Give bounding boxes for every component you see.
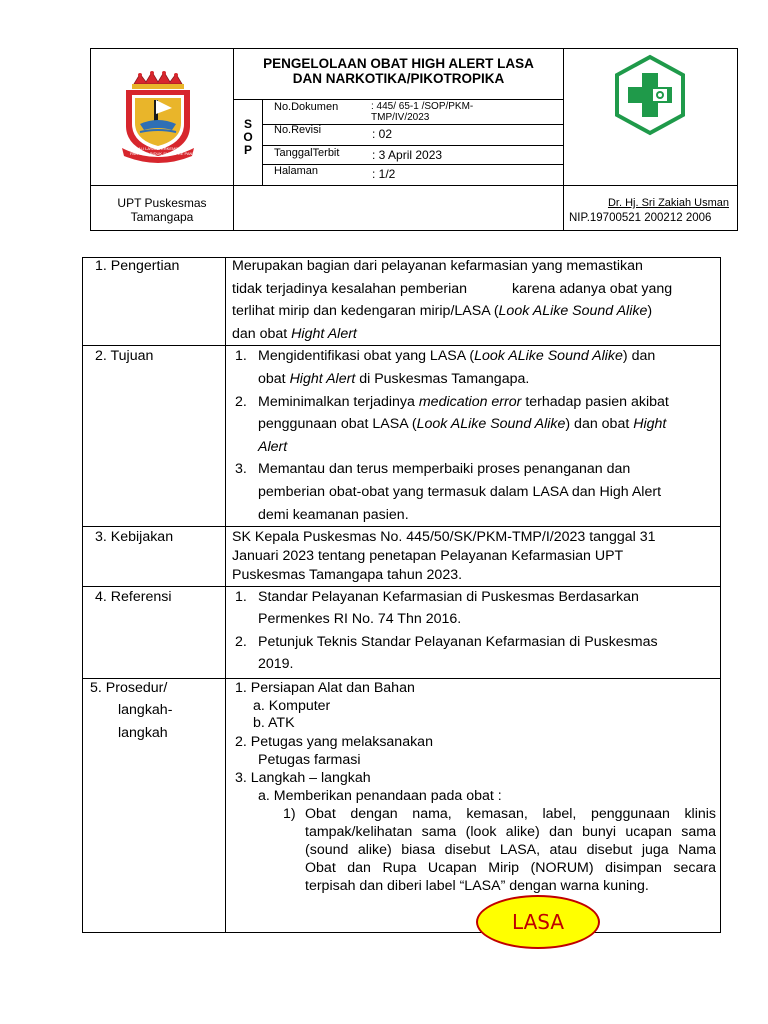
puskesmas-icon [615, 55, 685, 135]
prosedur-point-1-line-1: Obat dengan nama, kemasan, label, penggunaan klinis [305, 806, 716, 822]
meta-value-halaman: : 1/2 [372, 167, 396, 181]
meta-value-tanggal-terbit: : 3 April 2023 [372, 148, 443, 162]
pengertian-line-3b: Look ALike Sound Alike [498, 303, 648, 319]
tujuan-num-3: 3. [235, 461, 247, 477]
signer-name: Dr. Hj. Sri Zakiah Usman [607, 197, 729, 209]
seal-ribbon-text [130, 146, 199, 156]
prosedur-point-1-line-4: Obat dan Rupa Ucapan Mirip (NORUM) disimpan secara [305, 860, 716, 876]
title-line-1: PENGELOLAAN OBAT HIGH ALERT LASA [263, 56, 534, 71]
prosedur-step-1: 1. Persiapan Alat dan Bahan [235, 680, 415, 696]
prosedur-heading-line-2: langkah- [118, 702, 173, 718]
t2l2a: penggunaan obat LASA ( [258, 416, 417, 432]
pengertian-line-4 [232, 326, 357, 342]
ribbon-line-2: PANTANG BIDUK SURUT KE PANTAI [130, 151, 199, 156]
meta-value-no-revisi: : 02 [372, 127, 393, 141]
ribbon-line-1: SEKALI LAYAR TERKEMBANG [130, 146, 187, 151]
heading-referensi: 4. Referensi [95, 589, 172, 605]
title-line-2: DAN NARKOTIKA/PIKOTROPIKA [292, 71, 505, 86]
referensi-item-1-line-1: Standar Pelayanan Kefarmasian di Puskesmas Berdasarkan [258, 589, 639, 605]
t2l1b: medication error [418, 394, 522, 410]
unit-line-1: UPT Puskesmas [117, 196, 207, 210]
t2l1a: Meminimalkan terjadinya [258, 394, 419, 410]
prosedur-step-3a: a. Memberikan penandaan pada obat : [258, 788, 502, 804]
tujuan-item-2-line-3: Alert [258, 439, 288, 455]
unit-name [91, 196, 233, 224]
t2l2d: Hight [633, 416, 667, 432]
pengertian-line-2a: tidak terjadinya kesalahan pemberian [232, 281, 468, 297]
t1l2b: Hight Alert [289, 371, 356, 387]
prosedur-point-1-num: 1) [283, 806, 296, 822]
referensi-num-2: 2. [235, 634, 247, 650]
meta-value-no-dokumen-l2: TMP/IV/2023 [371, 112, 430, 123]
t1l2c: di Puskesmas Tamangapa. [355, 371, 530, 387]
kebijakan-line-2: Januari 2023 tentang penetapan Pelayanan Kefarmasian UPT [232, 548, 624, 564]
puskesmas-logo [615, 55, 685, 135]
kebijakan-line-1: SK Kepala Puskesmas No. 445/50/SK/PKM-TMP/I/2023 tanggal 31 [232, 529, 656, 545]
pengertian-line-1: Merupakan bagian dari pelayanan kefarmasian yang memastikan [232, 258, 643, 274]
pengertian-line-4a: dan obat [232, 326, 292, 342]
tujuan-item-1-line-2 [258, 371, 529, 387]
heading-pengertian: 1. Pengertian [95, 258, 180, 274]
tujuan-item-3-line-1: Memantau dan terus memperbaiki proses penanganan dan [258, 461, 631, 477]
sop-letter-s: S [243, 117, 252, 131]
t1l2a: obat [258, 371, 290, 387]
t1l1b: Look ALike Sound Alike [474, 348, 623, 364]
prosedur-step-1b: b. ATK [253, 715, 295, 731]
meta-value-no-dokumen-l1: : 445/ 65-1 /SOP/PKM- [371, 101, 474, 112]
tujuan-item-2-line-1 [258, 394, 669, 410]
t1l1c: ) dan [622, 348, 656, 364]
tujuan-item-3-line-2: pemberian obat-obat yang termasuk dalam LASA dan High Alert [258, 484, 662, 500]
unit-line-2: Tamangapa [130, 210, 194, 224]
sop-letter-o: O [243, 130, 253, 144]
prosedur-step-2a: Petugas farmasi [258, 752, 361, 768]
meta-value-no-dokumen [371, 101, 473, 123]
pengertian-line-3c: ) [647, 303, 653, 319]
lasa-label-text: LASA [511, 910, 565, 934]
tujuan-item-2-line-2 [258, 416, 666, 432]
prosedur-step-3: 3. Langkah – langkah [235, 770, 371, 786]
pengertian-line-4b: Hight Alert [291, 326, 357, 342]
prosedur-point-1-line-2: tampak/kelihatan sama (look alike) dan bunyi ucapan sama [305, 824, 716, 840]
meta-label-halaman: Halaman [274, 165, 319, 177]
meta-label-tanggal-terbit: TanggalTerbit [274, 147, 340, 159]
sop-letter-p: P [243, 143, 252, 157]
pengertian-line-2b: karena adanya obat yang [512, 281, 673, 297]
tujuan-item-1-line-1 [258, 348, 716, 364]
referensi-num-1: 1. [235, 589, 247, 605]
pengertian-line-3 [232, 303, 652, 319]
kebijakan-line-3: Puskesmas Tamangapa tahun 2023. [232, 567, 463, 583]
t2l2b: Look ALike Sound Alike [416, 416, 566, 432]
prosedur-step-1a: a. Komputer [253, 698, 331, 714]
prosedur-point-1-line-5: terpisah dan diberi label “LASA” dengan warna kuning. [305, 878, 649, 894]
tujuan-item-3-line-3: demi keamanan pasien. [258, 507, 409, 523]
t2l2c: ) dan obat [565, 416, 634, 432]
prosedur-step-2: 2. Petugas yang melaksanakan [235, 734, 433, 750]
heading-kebijakan: 3. Kebijakan [95, 529, 174, 545]
lasa-label-badge [476, 895, 600, 949]
tujuan-num-2: 2. [235, 394, 247, 410]
referensi-item-2-line-1: Petunjuk Teknis Standar Pelayanan Kefarmasian di Puskesmas [258, 634, 658, 650]
sop-label [234, 118, 262, 157]
prosedur-point-1-line-3: (sound alike) biasa disebut LASA, atau disebut juga Nama [305, 842, 716, 858]
referensi-item-2-line-2: 2019. [258, 656, 294, 672]
city-seal-logo [120, 70, 199, 166]
pengertian-line-3a: terlihat mirip dan kedengaran mirip/LASA ( [232, 303, 499, 319]
referensi-item-1-line-2: Permenkes RI No. 74 Thn 2016. [258, 611, 462, 627]
signer-nip: NIP.19700521 200212 2006 [569, 212, 712, 224]
prosedur-heading-line-1: 5. Prosedur/ [90, 680, 168, 696]
meta-label-no-revisi: No.Revisi [274, 124, 322, 136]
prosedur-heading-line-3: langkah [118, 725, 168, 741]
t1l1a: Mengidentifikasi obat yang LASA ( [258, 348, 475, 364]
document-title [234, 56, 563, 86]
tujuan-num-1: 1. [235, 348, 247, 364]
meta-label-no-dokumen: No.Dokumen [274, 101, 339, 113]
signer-block [564, 196, 737, 226]
t2l1c: terhadap pasien akibat [521, 394, 669, 410]
heading-tujuan: 2. Tujuan [95, 348, 154, 364]
